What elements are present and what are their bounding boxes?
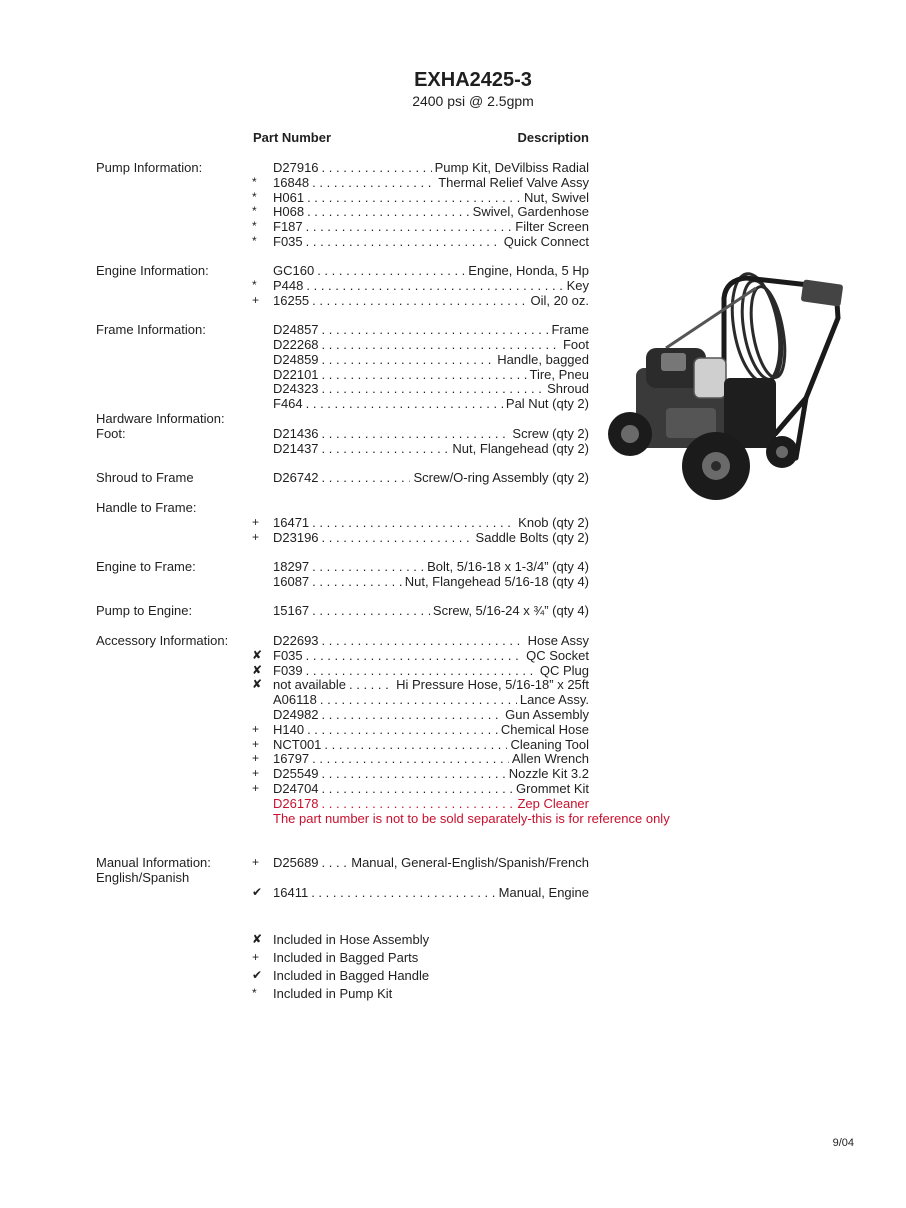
part-row (273, 648, 589, 663)
legend-text: Included in Hose Assembly (273, 932, 430, 947)
part-description: Cleaning Tool (510, 737, 589, 752)
part-row (273, 855, 589, 870)
part-description: Screw, 5/16-24 x ¾” (qty 4) (432, 603, 589, 618)
part-number: D21437 (273, 441, 319, 456)
description-header: Description (517, 130, 589, 145)
part-row (273, 190, 589, 205)
part-description: Nut, Swivel (523, 190, 589, 205)
part-row (273, 367, 589, 382)
leader-dots (322, 426, 510, 441)
part-description: Manual, Engine (498, 885, 589, 900)
leader-dots (322, 322, 549, 337)
part-description: Grommet Kit (516, 781, 589, 796)
leader-dots (312, 751, 509, 766)
part-number: D24859 (273, 352, 319, 367)
part-number: D22693 (273, 633, 319, 648)
part-number: D21436 (273, 426, 319, 441)
leader-dots (307, 204, 470, 219)
leader-dots (312, 293, 527, 308)
page-date: 9/04 (832, 1137, 854, 1149)
part-row (273, 574, 589, 589)
part-description: Filter Screen (515, 219, 589, 234)
row-mark: ✘ (252, 663, 263, 677)
leader-dots (312, 559, 424, 574)
section-handle: Handle to Frame: (96, 500, 197, 515)
leader-dots (307, 722, 498, 737)
part-description: Lance Assy. (519, 692, 589, 707)
legend-symbol: + (252, 950, 260, 964)
part-description: Allen Wrench (511, 751, 589, 766)
leader-dots (322, 352, 495, 367)
section-shroud: Shroud to Frame (96, 470, 194, 485)
leader-dots (306, 234, 501, 249)
part-row (273, 278, 589, 293)
leader-dots (306, 396, 503, 411)
part-number: 16411 (273, 885, 309, 900)
row-mark: * (252, 175, 257, 189)
leader-dots (322, 707, 503, 722)
part-description: Pump Kit, DeVilbiss Radial (434, 160, 589, 175)
part-description: Engine, Honda, 5 Hp (468, 263, 589, 278)
leader-dots (312, 574, 402, 589)
leader-dots (322, 855, 349, 870)
part-number: F035 (273, 234, 303, 249)
part-number: 16848 (273, 175, 310, 190)
part-row (273, 175, 589, 190)
part-row (273, 633, 589, 648)
section-manual-language: English/Spanish (96, 870, 190, 885)
part-row (273, 692, 589, 707)
part-description: Gun Assembly (505, 707, 589, 722)
row-mark: * (252, 278, 257, 292)
part-description: Oil, 20 oz. (530, 293, 589, 308)
part-row (273, 441, 589, 456)
part-number: 16255 (273, 293, 310, 308)
row-mark: + (252, 293, 260, 307)
part-row (273, 603, 589, 618)
part-description: Manual, General-English/Spanish/French (351, 855, 589, 870)
leader-dots (312, 175, 435, 190)
legend-symbol: * (252, 986, 257, 1000)
legend-text: Included in Bagged Parts (273, 950, 419, 965)
leader-dots (322, 381, 545, 396)
leader-dots (322, 337, 560, 352)
section-manual: Manual Information: (96, 855, 211, 870)
part-description: Zep Cleaner (517, 796, 589, 811)
part-number-header: Part Number (253, 130, 332, 145)
row-mark: + (252, 530, 260, 544)
part-description: Screw (qty 2) (512, 426, 589, 441)
part-description: QC Socket (526, 648, 589, 663)
leader-dots (312, 515, 515, 530)
part-description: Saddle Bolts (qty 2) (475, 530, 589, 545)
part-number: D25689 (273, 855, 319, 870)
leader-dots (306, 219, 513, 234)
part-description: Bolt, 5/16-18 x 1-3/4” (qty 4) (427, 559, 589, 574)
section-frame: Frame Information: (96, 322, 206, 337)
part-description: Frame (551, 322, 589, 337)
part-row (273, 470, 589, 485)
legend-symbol: ✔ (252, 968, 263, 982)
row-mark: ✘ (252, 677, 263, 691)
part-number: D26742 (273, 470, 319, 485)
part-number: 16087 (273, 574, 310, 589)
part-row (273, 707, 589, 722)
part-row (273, 751, 589, 766)
part-number: D24857 (273, 322, 319, 337)
row-mark: + (252, 766, 260, 780)
part-row (273, 530, 589, 545)
part-row (273, 796, 589, 811)
row-mark: * (252, 204, 257, 218)
leader-dots (317, 263, 465, 278)
row-mark: + (252, 781, 260, 795)
part-row (273, 426, 589, 441)
part-row (273, 219, 589, 234)
part-description: Foot (562, 337, 589, 352)
part-row (273, 322, 589, 337)
leader-dots (322, 781, 513, 796)
part-number: D22268 (273, 337, 319, 352)
part-row (273, 204, 589, 219)
part-number: H140 (273, 722, 305, 737)
part-row (273, 381, 589, 396)
part-number: not available (273, 677, 346, 692)
part-row (273, 515, 589, 530)
part-description: Knob (qty 2) (518, 515, 589, 530)
part-number: NCT001 (273, 737, 322, 752)
section-foot: Foot: (96, 426, 126, 441)
part-row (273, 559, 589, 574)
row-mark: + (252, 722, 260, 736)
part-row (273, 293, 589, 308)
leader-dots (322, 470, 411, 485)
part-description: Thermal Relief Valve Assy (438, 175, 589, 190)
leader-dots (322, 367, 527, 382)
part-description: Pal Nut (qty 2) (505, 396, 589, 411)
part-row (273, 885, 589, 900)
part-number: D27916 (273, 160, 319, 175)
legend-symbol: ✘ (252, 932, 263, 946)
section-accessory: Accessory Information: (96, 633, 229, 648)
leader-dots (306, 278, 563, 293)
part-description: Screw/O-ring Assembly (qty 2) (413, 470, 589, 485)
part-number: D22101 (273, 367, 319, 382)
part-number: D23196 (273, 530, 319, 545)
leader-dots (349, 677, 393, 692)
leader-dots (322, 796, 515, 811)
part-row (273, 263, 589, 278)
model-rating: 2400 psi @ 2.5gpm (412, 93, 534, 109)
part-row (273, 160, 589, 175)
part-number: 15167 (273, 603, 310, 618)
leader-dots (311, 885, 495, 900)
leader-dots (306, 663, 537, 678)
row-mark: ✘ (252, 648, 263, 662)
row-mark: ✔ (252, 885, 263, 899)
part-number: 18297 (273, 559, 310, 574)
part-number: F039 (273, 663, 303, 678)
section-pump: Pump Information: (96, 160, 203, 175)
part-description: Nut, Flangehead (qty 2) (452, 441, 589, 456)
section-engine-frame: Engine to Frame: (96, 559, 196, 574)
part-row (273, 677, 589, 692)
part-row (273, 722, 589, 737)
model-title: EXHA2425-3 (414, 69, 532, 91)
legend-text: Included in Bagged Handle (273, 968, 430, 983)
part-description: Hi Pressure Hose, 5/16-18” x 25ft (396, 677, 589, 692)
part-description: Tire, Pneu (529, 367, 589, 382)
part-row (273, 781, 589, 796)
part-number: D25549 (273, 766, 319, 781)
leader-dots (322, 766, 506, 781)
row-mark: + (252, 751, 260, 765)
part-number: H061 (273, 190, 305, 205)
part-row (273, 737, 589, 752)
part-row (273, 766, 589, 781)
part-number: GC160 (273, 263, 315, 278)
part-number: 16471 (273, 515, 310, 530)
leader-dots (320, 692, 517, 707)
part-description: Shroud (547, 381, 589, 396)
part-description: Key (566, 278, 589, 293)
leader-dots (322, 530, 473, 545)
pressure-washer-illustration (606, 258, 858, 506)
row-mark: + (252, 515, 260, 529)
leader-dots (322, 441, 450, 456)
part-row (273, 234, 589, 249)
part-row (273, 352, 589, 367)
row-mark: * (252, 219, 257, 233)
row-mark: + (252, 855, 260, 869)
leader-dots (322, 633, 525, 648)
part-description: Nut, Flangehead 5/16-18 (qty 4) (404, 574, 589, 589)
section-pump-engine: Pump to Engine: (96, 603, 193, 618)
part-description: Nozzle Kit 3.2 (508, 766, 589, 781)
part-number: D24323 (273, 381, 319, 396)
part-row (273, 396, 589, 411)
legend-text: Included in Pump Kit (273, 986, 393, 1001)
leader-dots (312, 603, 430, 618)
leader-dots (306, 648, 524, 663)
part-description: Quick Connect (503, 234, 589, 249)
part-number: P448 (273, 278, 304, 293)
part-number: F035 (273, 648, 303, 663)
part-number: D26178 (273, 796, 319, 811)
part-description: Handle, bagged (497, 352, 589, 367)
leader-dots (324, 737, 507, 752)
part-number: A06118 (273, 692, 317, 707)
part-number: H068 (273, 204, 305, 219)
row-mark: * (252, 234, 257, 248)
leader-dots (307, 190, 521, 205)
row-mark: + (252, 737, 260, 751)
part-row (273, 663, 589, 678)
part-description: Swivel, Gardenhose (472, 204, 589, 219)
part-row (273, 337, 589, 352)
part-number: F187 (273, 219, 303, 234)
part-number: D24982 (273, 707, 319, 722)
part-number: F464 (273, 396, 303, 411)
part-description: QC Plug (539, 663, 589, 678)
part-number: 16797 (273, 751, 310, 766)
section-engine: Engine Information: (96, 263, 209, 278)
part-number: D24704 (273, 781, 319, 796)
row-mark: * (252, 190, 257, 204)
leader-dots (322, 160, 432, 175)
section-hardware: Hardware Information: (96, 411, 225, 426)
part-description: Chemical Hose (500, 722, 589, 737)
part-description: Hose Assy (527, 633, 589, 648)
reference-note: The part number is not to be sold separately-this is for reference only (273, 811, 670, 826)
